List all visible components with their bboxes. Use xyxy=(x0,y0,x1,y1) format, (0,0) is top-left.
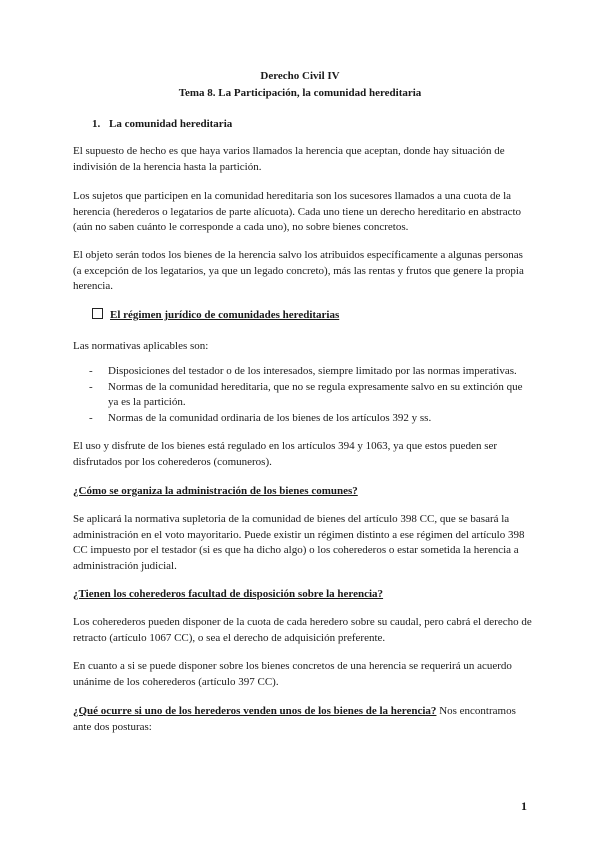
bullet-list xyxy=(73,364,533,426)
section-heading xyxy=(92,118,232,130)
page-number: 1 xyxy=(521,799,527,813)
paragraph xyxy=(73,704,533,735)
list-item: - Normas de la comunidad hereditaria, que no se regula expresamente salvo en su extinción que ya es la partición. xyxy=(73,380,533,411)
subsection-title: El régimen jurídico de comunidades hereditarias xyxy=(110,309,340,321)
question-heading: ¿Qué ocurre si uno de los herederos venden unos de los bienes de la herencia? xyxy=(73,705,437,717)
document-subject: Derecho Civil IV xyxy=(260,70,340,82)
question-heading: ¿Tienen los coherederos facultad de disposición sobre la herencia? xyxy=(73,588,384,600)
paragraph: Los sujetos que participen en la comunidad hereditaria son los sucesores llamados a una cuota de la herencia (herederos o legatarios de parte alícuota). Cada uno tiene un derecho hereditario en abstracto (aún no saben cuánto le corresponde a cada uno), no sobre bienes concretos. xyxy=(73,190,522,233)
paragraph: En cuanto a si se puede disponer sobre los bienes concretos de una herencia se requerirá un acuerdo unánime de los coherederos (artículo 397 CC). xyxy=(73,660,512,688)
paragraph: El uso y disfrute de los bienes está regulado en los artículos 394 y 1063, ya que estos pueden ser disfrutados por los coherederos (comuneros). xyxy=(73,440,498,468)
question-heading: ¿Cómo se organiza la administración de los bienes comunes? xyxy=(73,485,358,497)
section-title: La comunidad hereditaria xyxy=(109,118,233,130)
paragraph: Los coherederos pueden disponer de la cuota de cada heredero sobre su caudal, pero cabrá el derecho de retracto (artículo 1067 CC), o sea el derecho de adquisición preferente. xyxy=(73,616,532,644)
section-number: 1. xyxy=(92,118,101,130)
paragraph: El supuesto de hecho es que haya varios llamados la herencia que aceptan, donde hay situación de indivisión de la herencia hasta la partición. xyxy=(73,145,505,173)
subsection-heading xyxy=(92,308,339,321)
checkbox-icon xyxy=(92,308,103,319)
paragraph: Se aplicará la normativa supletoria de la comunidad de bienes del artículo 398 CC, que se basará la administración en el voto mayoritario. Puede existir un régimen distinto a ese régimen del artículo 398 CC impuesto por el testador (si es que ha dicho algo) o los coherederos o estar sometida la herencia a administración judicial. xyxy=(73,513,525,572)
list-item: - Disposiciones del testador o de los interesados, siempre limitado por las normas imperativas. xyxy=(73,364,533,380)
list-item: - Normas de la comunidad ordinaria de los bienes de los artículos 392 y ss. xyxy=(73,411,533,427)
paragraph: Las normativas aplicables son: xyxy=(73,340,209,352)
document-topic: Tema 8. La Participación, la comunidad hereditaria xyxy=(178,87,422,99)
paragraph: El objeto serán todos los bienes de la herencia salvo los atribuidos específicamente a algunas personas (a excepción de los legatarios, ya que un legado concreto), más las rentas y frutos que genere la propia herencia. xyxy=(73,249,524,292)
paragraph-text: Nos encontramos ante dos posturas: xyxy=(73,705,516,733)
